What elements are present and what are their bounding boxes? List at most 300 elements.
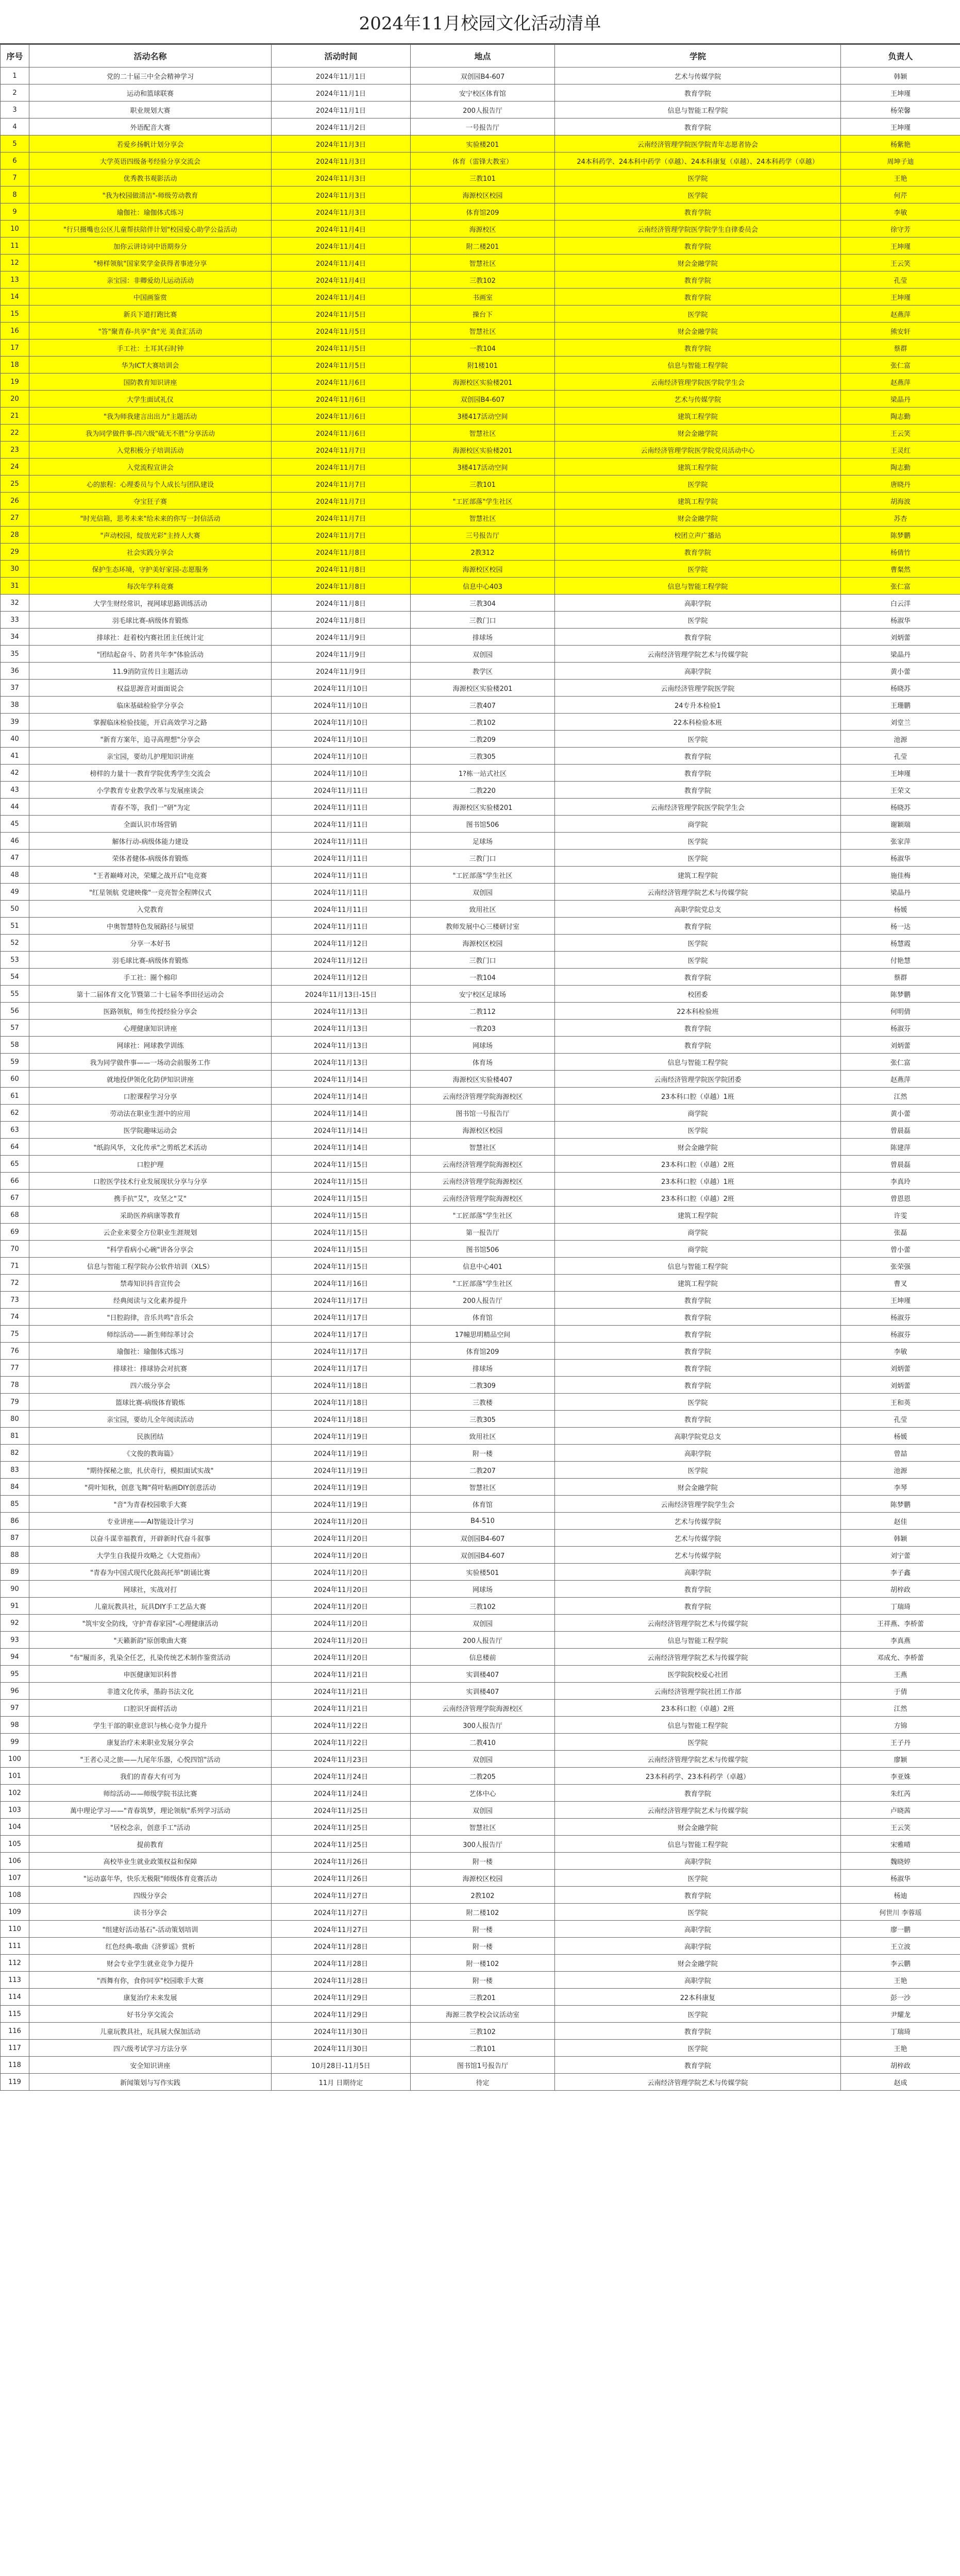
cell-time: 2024年11月4日 [272,221,411,238]
cell-activity-name: 新兵下道打跑比赛 [29,306,272,323]
header-name: 活动名称 [29,45,272,67]
cell-time: 2024年11月15日 [272,1207,411,1224]
table-row [1,969,960,986]
cell-college: 教育学院 [555,765,841,782]
cell-college: 教育学院 [555,118,841,135]
cell-no: 78 [1,1377,29,1394]
cell-time: 2024年11月10日 [272,731,411,748]
cell-college: 23本科口腔（卓越）2班 [555,1156,841,1173]
cell-college: 云南经济管理学院医学院学生自律委员会 [555,221,841,238]
table-row [1,1870,960,1887]
table-row [1,476,960,493]
cell-responsible: 曾晨磊 [841,1122,960,1139]
cell-location: 附一楼 [411,1972,555,1989]
cell-time: 2024年11月13日 [272,1020,411,1037]
cell-time: 2024年11月11日 [272,816,411,833]
cell-responsible: 王立波 [841,1938,960,1955]
cell-college: 医学院 [555,1462,841,1479]
table-row [1,1751,960,1768]
cell-activity-name: "组建好活动基石"-活动策划培训 [29,1921,272,1938]
cell-activity-name: 瑜伽社：瑜伽体式练习 [29,1343,272,1360]
cell-college: 云南经济管理学院艺术与传媒学院 [555,884,841,901]
cell-time: 2024年11月5日 [272,340,411,357]
cell-location: 教学区 [411,663,555,680]
cell-time: 2024年11月7日 [272,476,411,493]
cell-location: 3楼417活动空间 [411,408,555,425]
cell-activity-name: 劳动法在职业生涯中的应用 [29,1105,272,1122]
cell-time: 2024年11月5日 [272,323,411,340]
cell-responsible: 李敏 [841,1343,960,1360]
cell-no: 7 [1,170,29,187]
cell-responsible: 杨媛 [841,901,960,918]
cell-no: 100 [1,1751,29,1768]
cell-location: 2教312 [411,544,555,561]
cell-location: 体育馆 [411,1496,555,1513]
cell-no: 14 [1,289,29,306]
cell-time: 2024年11月1日 [272,84,411,101]
cell-no: 31 [1,578,29,595]
cell-no: 27 [1,510,29,527]
table-row [1,629,960,646]
cell-location: 安宁校区体育馆 [411,84,555,101]
table-row [1,170,960,187]
cell-responsible: 周坤子迪 [841,152,960,170]
cell-college: 艺术与传媒学院 [555,1513,841,1530]
cell-location: 体育（雷锋大教室） [411,152,555,170]
cell-no: 16 [1,323,29,340]
cell-no: 47 [1,850,29,867]
table-row [1,1275,960,1292]
cell-location: 附一楼 [411,1853,555,1870]
table-row [1,952,960,969]
table-row [1,799,960,816]
cell-location: 网球场 [411,1037,555,1054]
cell-time: 2024年11月17日 [272,1309,411,1326]
table-row [1,816,960,833]
cell-activity-name: 大学生财经常识，视网球思路训练活动 [29,595,272,612]
cell-activity-name: 职业规划大赛 [29,101,272,118]
cell-activity-name: 分享一本好书 [29,935,272,952]
cell-time: 2024年11月14日 [272,1088,411,1105]
cell-no: 117 [1,2040,29,2057]
cell-location: 信息楼前 [411,1649,555,1666]
cell-location: 云南经济管理学院海源校区 [411,1156,555,1173]
cell-location: 排球场 [411,1360,555,1377]
cell-responsible: 王艳 [841,170,960,187]
cell-activity-name: 口腔课程学习分享 [29,1088,272,1105]
cell-responsible: 丁瑞琦 [841,1598,960,1615]
table-row [1,1122,960,1139]
cell-no: 63 [1,1122,29,1139]
cell-time: 2024年11月2日 [272,118,411,135]
cell-time: 2024年11月8日 [272,612,411,629]
cell-activity-name: 萬中理论学习——"青春筑梦，理论领航"系列学习活动 [29,1802,272,1819]
cell-no: 71 [1,1258,29,1275]
cell-college: 23本科口腔（卓越）1班 [555,1173,841,1190]
cell-activity-name: 亲宝园，要幼儿全年阅读活动 [29,1411,272,1428]
cell-college: 教育学院 [555,1598,841,1615]
cell-college: 教育学院 [555,1037,841,1054]
table-row [1,67,960,84]
cell-responsible: 赵成 [841,2074,960,2091]
cell-time: 2024年11月19日 [272,1428,411,1445]
cell-time: 2024年11月27日 [272,1921,411,1938]
cell-responsible: 孔莹 [841,272,960,289]
cell-time: 2024年11月17日 [272,1360,411,1377]
cell-college: 教育学院 [555,289,841,306]
cell-responsible: 杨淑芬 [841,1309,960,1326]
cell-responsible: 韩颖 [841,1530,960,1547]
cell-college: 教育学院 [555,1360,841,1377]
cell-responsible: 李敏 [841,204,960,221]
table-row [1,1683,960,1700]
cell-location: 二教220 [411,782,555,799]
cell-responsible: 江然 [841,1088,960,1105]
cell-no: 99 [1,1734,29,1751]
cell-college: 商学院 [555,816,841,833]
table-row [1,1411,960,1428]
table-row [1,1496,960,1513]
cell-college: 教育学院 [555,1411,841,1428]
cell-time: 2024年11月15日 [272,1190,411,1207]
table-row [1,1972,960,1989]
cell-college: 医学院 [555,187,841,204]
cell-no: 37 [1,680,29,697]
cell-activity-name: 就地投伊领化化防伊知识讲座 [29,1071,272,1088]
table-row [1,187,960,204]
cell-no: 105 [1,1836,29,1853]
cell-activity-name: 青春不等，我们一"研"为定 [29,799,272,816]
cell-activity-name: 《文俊的教诲篇》 [29,1445,272,1462]
cell-college: 云南经济管理学院医学院学生会 [555,374,841,391]
cell-responsible: 王祥燕、李桥蕾 [841,1615,960,1632]
cell-activity-name: 口腔护理 [29,1156,272,1173]
cell-responsible: 何芹 [841,187,960,204]
cell-time: 2024年11月18日 [272,1377,411,1394]
table-row [1,425,960,442]
cell-time: 2024年11月8日 [272,595,411,612]
table-row [1,1581,960,1598]
cell-college: 23本科口腔（卓越）2班 [555,1190,841,1207]
cell-activity-name: 康复治疗未来职业发展分享会 [29,1734,272,1751]
cell-location: 三教201 [411,1989,555,2006]
cell-college: 云南经济管理学院社团工作部 [555,1683,841,1700]
cell-no: 93 [1,1632,29,1649]
cell-college: 医学院 [555,935,841,952]
cell-activity-name: "答"聚青春-共享"食"光 美食汇活动 [29,323,272,340]
cell-responsible: 方锦 [841,1717,960,1734]
table-row [1,867,960,884]
header-location: 地点 [411,45,555,67]
cell-time: 2024年11月17日 [272,1343,411,1360]
cell-location: 双创园 [411,1802,555,1819]
cell-activity-name: 运动和篮球联赛 [29,84,272,101]
table-row [1,1292,960,1309]
cell-responsible: 李真燕 [841,1632,960,1649]
cell-activity-name: 新闻策划与写作实践 [29,2074,272,2091]
table-row [1,204,960,221]
cell-no: 107 [1,1870,29,1887]
cell-activity-name: 儿童玩教具社，玩具展大保加活动 [29,2023,272,2040]
cell-time: 2024年11月25日 [272,1819,411,1836]
cell-location: 图书馆506 [411,1241,555,1258]
cell-no: 9 [1,204,29,221]
cell-time: 2024年11月7日 [272,442,411,459]
table-row [1,1649,960,1666]
cell-location: 智慧社区 [411,255,555,272]
cell-no: 90 [1,1581,29,1598]
cell-location: 一教104 [411,969,555,986]
cell-location: 附一楼 [411,1921,555,1938]
cell-location: 双创园 [411,1615,555,1632]
cell-responsible: 梁晶丹 [841,391,960,408]
cell-responsible: 杨媛 [841,1428,960,1445]
cell-location: 三号报告厅 [411,527,555,544]
cell-responsible: 张荣强 [841,1258,960,1275]
table-row [1,1054,960,1071]
cell-time: 2024年11月14日 [272,1071,411,1088]
table-row [1,1445,960,1462]
cell-location: 操台下 [411,306,555,323]
table-row [1,1156,960,1173]
cell-activity-name: 外语配音大赛 [29,118,272,135]
table-row [1,1241,960,1258]
table-row [1,527,960,544]
cell-responsible: 廖颖 [841,1751,960,1768]
table-row [1,289,960,306]
cell-time: 2024年11月16日 [272,1275,411,1292]
cell-college: 云南经济管理学院艺术与传媒学院 [555,1751,841,1768]
cell-activity-name: 信息与智能工程学院办公软件培训（XLS） [29,1258,272,1275]
cell-no: 81 [1,1428,29,1445]
cell-responsible: 杨一达 [841,918,960,935]
cell-location: 网球场 [411,1581,555,1598]
cell-time: 10月28日-11月5日 [272,2057,411,2074]
cell-no: 58 [1,1037,29,1054]
cell-time: 2024年11月4日 [272,238,411,255]
cell-college: 高职学院 [555,1972,841,1989]
cell-college: 23本科口腔（卓越）2班 [555,1700,841,1717]
cell-no: 48 [1,867,29,884]
cell-time: 2024年11月3日 [272,204,411,221]
cell-college: 艺术与传媒学院 [555,1547,841,1564]
cell-activity-name: 我为同学做件事——一场动会前服务工作 [29,1054,272,1071]
table-row [1,1462,960,1479]
cell-college: 校团立声广播站 [555,527,841,544]
cell-location: B4-510 [411,1513,555,1530]
cell-no: 20 [1,391,29,408]
cell-activity-name: 社会实践分享会 [29,544,272,561]
cell-responsible: 王坤瑾 [841,1292,960,1309]
cell-no: 83 [1,1462,29,1479]
cell-time: 2024年11月26日 [272,1853,411,1870]
table-row [1,1955,960,1972]
cell-time: 2024年11月12日 [272,969,411,986]
cell-responsible: 谢颖瑞 [841,816,960,833]
cell-college: 教育学院 [555,544,841,561]
cell-time: 2024年11月19日 [272,1445,411,1462]
cell-time: 2024年11月1日 [272,67,411,84]
cell-college: 云南经济管理学院医学院 [555,680,841,697]
table-row [1,1326,960,1343]
cell-location: 待定 [411,2074,555,2091]
cell-no: 113 [1,1972,29,1989]
cell-responsible: 白云洋 [841,595,960,612]
header-no: 序号 [1,45,29,67]
cell-time: 2024年11月11日 [272,782,411,799]
cell-time: 2024年11月29日 [272,2006,411,2023]
cell-location: 三教305 [411,1411,555,1428]
cell-location: 艺体中心 [411,1785,555,1802]
cell-no: 18 [1,357,29,374]
cell-activity-name: 高校毕业生就业政策权益和保障 [29,1853,272,1870]
cell-activity-name: 解体行动-病级体能力建设 [29,833,272,850]
cell-college: 商学院 [555,1224,841,1241]
cell-no: 70 [1,1241,29,1258]
cell-location: 200人报告厅 [411,101,555,118]
table-row [1,714,960,731]
table-row [1,1037,960,1054]
cell-college: 建筑工程学院 [555,408,841,425]
table-row [1,850,960,867]
cell-responsible: 陶志勤 [841,459,960,476]
sheet-title: 2024年11月校园文化活动清单 [0,0,960,44]
cell-location: 海源校区校园 [411,1870,555,1887]
cell-responsible: 李云鹏 [841,1955,960,1972]
cell-activity-name: 权益思源音对面面说会 [29,680,272,697]
cell-college: 云南经济管理学院艺术与传媒学院 [555,1649,841,1666]
cell-time: 2024年11月1日 [272,101,411,118]
cell-college: 财会金融学院 [555,255,841,272]
cell-responsible: 杨慧霞 [841,935,960,952]
cell-time: 2024年11月11日 [272,833,411,850]
table-row [1,221,960,238]
cell-college: 信息与智能工程学院 [555,1717,841,1734]
cell-location: "工匠部落"学生社区 [411,1275,555,1292]
cell-no: 44 [1,799,29,816]
cell-college: 财会金融学院 [555,323,841,340]
cell-location: 三教101 [411,476,555,493]
cell-no: 86 [1,1513,29,1530]
cell-location: 图书馆506 [411,816,555,833]
cell-responsible: 陈梦鹏 [841,527,960,544]
cell-no: 49 [1,884,29,901]
cell-time: 2024年11月15日 [272,1258,411,1275]
cell-no: 61 [1,1088,29,1105]
table-row [1,1071,960,1088]
cell-location: 二教410 [411,1734,555,1751]
cell-college: 医学院 [555,1870,841,1887]
cell-activity-name: 师综活动——新生师综革讨会 [29,1326,272,1343]
cell-activity-name: 夺宝狂子赛 [29,493,272,510]
cell-location: 附一楼 [411,1445,555,1462]
cell-no: 29 [1,544,29,561]
cell-time: 2024年11月7日 [272,510,411,527]
table-row [1,646,960,663]
cell-college: 医学院 [555,476,841,493]
cell-location: 海源校区实验楼201 [411,799,555,816]
cell-college: 信息与智能工程学院 [555,101,841,118]
table-row [1,2023,960,2040]
cell-location: 一教104 [411,340,555,357]
cell-responsible: 杨淑华 [841,1870,960,1887]
cell-responsible: 刘宁蕾 [841,1547,960,1564]
cell-responsible: 杨晓苏 [841,680,960,697]
table-row [1,901,960,918]
cell-responsible: 陈梦鹏 [841,1496,960,1513]
cell-no: 45 [1,816,29,833]
table-row [1,340,960,357]
cell-time: 2024年11月15日 [272,1224,411,1241]
cell-location: 体育馆209 [411,204,555,221]
cell-time: 11月 日期待定 [272,2074,411,2091]
cell-no: 5 [1,135,29,152]
cell-activity-name: 临床基础检验学分享会 [29,697,272,714]
table-row [1,255,960,272]
cell-no: 79 [1,1394,29,1411]
cell-no: 56 [1,1003,29,1020]
table-row [1,1190,960,1207]
cell-no: 40 [1,731,29,748]
table-row [1,1819,960,1836]
cell-time: 2024年11月21日 [272,1666,411,1683]
cell-location: 三教101 [411,170,555,187]
cell-responsible: 胡梓政 [841,1581,960,1598]
cell-time: 2024年11月6日 [272,374,411,391]
table-body [1,67,960,2091]
table-row [1,578,960,595]
cell-no: 84 [1,1479,29,1496]
cell-no: 119 [1,2074,29,2091]
cell-no: 108 [1,1887,29,1904]
table-row [1,1020,960,1037]
cell-no: 109 [1,1904,29,1921]
cell-time: 2024年11月11日 [272,799,411,816]
cell-college: 教育学院 [555,1292,841,1309]
cell-no: 62 [1,1105,29,1122]
cell-college: 云南经济管理学院医学院学生会 [555,799,841,816]
cell-responsible: 孔莹 [841,748,960,765]
cell-college: 医学院 [555,1394,841,1411]
cell-responsible: 宋雅晴 [841,1836,960,1853]
cell-college: 信息与智能工程学院 [555,1258,841,1275]
cell-time: 2024年11月11日 [272,918,411,935]
cell-no: 30 [1,561,29,578]
table-row [1,357,960,374]
table-row [1,986,960,1003]
cell-location: 实训楼407 [411,1666,555,1683]
cell-responsible: 梁晶丹 [841,646,960,663]
cell-responsible: 杨荣馨 [841,101,960,118]
cell-time: 2024年11月4日 [272,289,411,306]
cell-responsible: 黄小蕾 [841,1105,960,1122]
cell-activity-name: 亲宝园：非卿爱幼儿运动活动 [29,272,272,289]
cell-time: 2024年11月9日 [272,663,411,680]
cell-no: 34 [1,629,29,646]
cell-activity-name: 师综活动——师级学院书法比赛 [29,1785,272,1802]
cell-college: 教育学院 [555,1785,841,1802]
table-row [1,408,960,425]
table-row [1,1139,960,1156]
cell-time: 2024年11月28日 [272,1955,411,1972]
table-row [1,731,960,748]
cell-location: 教师发展中心三楼研讨室 [411,918,555,935]
cell-time: 2024年11月20日 [272,1513,411,1530]
cell-responsible: 李真玲 [841,1173,960,1190]
cell-no: 112 [1,1955,29,1972]
cell-time: 2024年11月12日 [272,935,411,952]
cell-responsible: 梁晶丹 [841,884,960,901]
